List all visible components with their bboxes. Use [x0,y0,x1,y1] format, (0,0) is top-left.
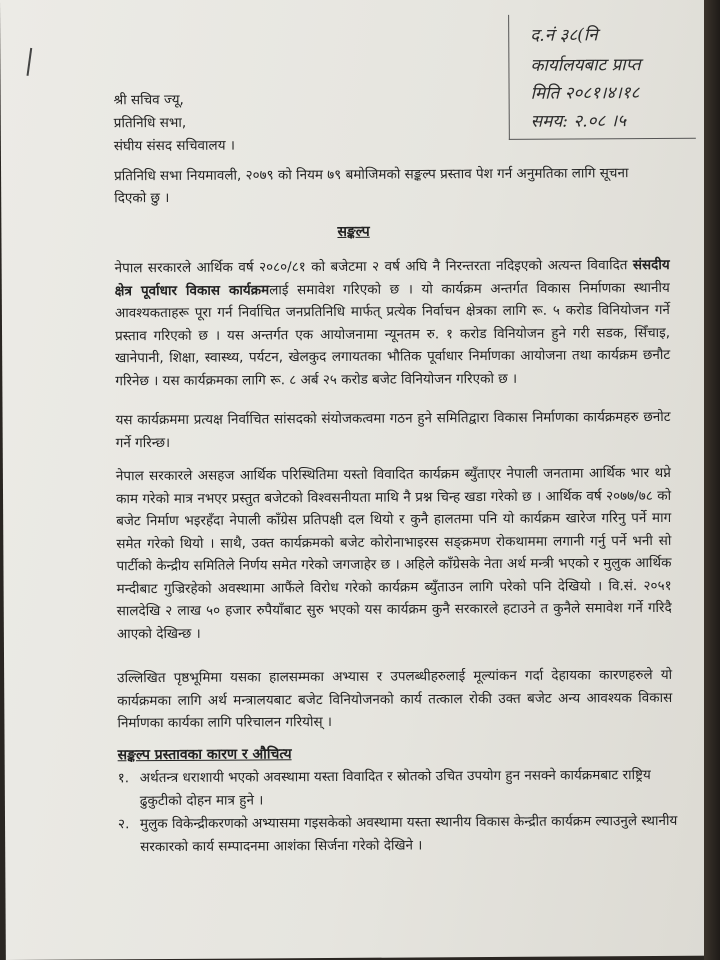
paragraph-3: नेपाल सरकारले असहज आर्थिक परिस्थितिमा यस्तो विवादित कार्यक्रम ब्युँताएर नेपाली जनतामा आर्थिक भार थप्ने काम गरेको मात्र नभएर प्रस्तुत बजेटको विश्वसनीयता माथि नै प्रश्न चिन्ह खडा गरेको छ । आर्थिक वर्ष २०७७/७८ को बजेट निर्माण भइरहँदा नेपाली काँग्रेस प्रतिपक्षी दल थियो र कुनै हालतमा पनि यो कार्यक्रम खारेज गरिनु पर्ने माग समेत गरेको थियो । साथै, उक्त कार्यक्रमको बजेट कोरोनाभाइरस सङ्क्रमण रोकथाममा लगानी गर्नु पर्ने भनी सो पार्टीको केन्द्रीय समितिले निर्णय समेत गरेको जगजाहेर छ । अहिले काँग्रेसके नेता अर्थ मन्त्री भएको र मुलुक आर्थिक मन्दीबाट गुज्रिरहेको अवस्थामा आफैंले विरोध गरेको कार्यक्रम ब्युँताउन लागि परेको पनि देखियो । वि.सं. २०५१ सालदेखि २ लाख ५० हजार रुपैयाँबाट सुरु भएको यस कार्यक्रम कुनै सरकारले हटाउने त कुनैले समावेश गर्ने गरिदै आएको देखिन्छ । [115,464,672,642]
reason-text: अर्थतन्त्र धराशायी भएको अवस्थामा यस्ता विवादित र स्रोतको उचित उपयोग हुन नसक्ने कार्यक्रमबाट राष्ट्रिय ढुकुटीको दोहन मात्र हुने । [139,767,651,809]
reason-number: १. [117,770,130,787]
recipient-address [114,89,235,159]
address-line-1: श्री सचिव ज्यू, [113,91,184,109]
address-line-3: संघीय संसद सचिवालय । [113,137,235,155]
reasons-heading: सङ्कल्प प्रस्तावका कारण र औचित्य [117,746,292,764]
stamp-line-3: मिति २०८१।४।१८ [530,83,640,104]
program-name-bold: संसदीय क्षेत्र पूर्वाधार विकास कार्यक्रम [114,256,670,299]
pen-mark [27,48,33,76]
paragraph-1 [115,254,671,392]
intro-paragraph: प्रतिनिधि सभा नियमावली, २०७९ को नियम ७९ बमोजिमको सङ्कल्प प्रस्ताव पेश गर्न अनुमतिका लागि सूचना दिएको छु । [114,165,629,207]
address-line-2: प्रतिनिधि सभा, [113,114,187,132]
paragraph-2: यस कार्यक्रममा प्रत्यक्ष निर्वाचित सांसदको संयोजकत्वमा गठन हुने समितिद्वारा विकास निर्माणका कार्यक्रमहरु छनोट गर्ने गरिन्छ। [115,408,671,451]
reason-item [118,764,678,812]
resolution-heading: सङ्कल्प [337,223,370,240]
paragraph-4: उल्लिखित पृष्ठभूमिमा यसका हालसम्मका अभ्यास र उपलब्धीहरुलाई मूल्यांकन गर्दा देहायका कारणहरुले यो कार्यक्रमका लागि अर्थ मन्त्रालयबाट बजेट विनियोजनको कार्य तत्काल रोकी उक्त बजेट अन्य आवश्यक विकास निर्माणका कार्यका लागि परिचालन गरियोस् । [117,666,673,732]
stamp-line-2: कार्यालयबाट प्राप्त [530,55,641,76]
paragraph-1-rest: लाई समावेश गरिएको छ । यो कार्यक्रम अन्तर्गत विकास निर्माणका स्थानीय आवश्यकताहरू पूरा गर्न निर्वाचित जनप्रतिनिधि मार्फत् प्रत्येक निर्वाचन क्षेत्रका लागि रू. ५ करोड विनियोजन गर्ने प्रस्ताव गरिएको छ । यस अन्तर्गत एक आयोजनामा न्यूनतम रु. १ करोड विनियोजन हुने गरी सडक, सिँचाइ, खानेपानी, शिक्षा, स्वास्थ्य, पर्यटन, खेलकुद लगायतका भौतिक पूर्वाधार निर्माणका आयोजना तथा कार्यक्रम छनौट गरिनेछ । यस कार्यक्रमका लागि रू. ८ अर्ब २५ करोड बजेट विनियोजन गरिएको छ । [114,279,671,389]
reason-text: मुलुक विकेन्द्रीकरणको अभ्यासमा गइसकेको अवस्थामा यस्ता स्थानीय विकास केन्द्रीत कार्यक्रम ल्याउनुले स्थानीय सरकारको कार्य सम्पादनमा आशंका सिर्जना गरेको देखिने । [139,812,678,855]
stamp-line-4: समय: २.०८ ।५ [530,111,627,132]
reasons-list [118,764,679,859]
stamp-line-1: द.नं ३८(नि [530,25,598,46]
reason-item [118,810,678,858]
reason-number: २. [117,816,130,833]
table-background [704,0,720,960]
paragraph-1-start: नेपाल सरकारले आर्थिक वर्ष २०८०/८१ को बजेटमा २ वर्ष अघि नै निरन्तरता नदिइएको अत्यन्त विवादित [114,257,633,277]
